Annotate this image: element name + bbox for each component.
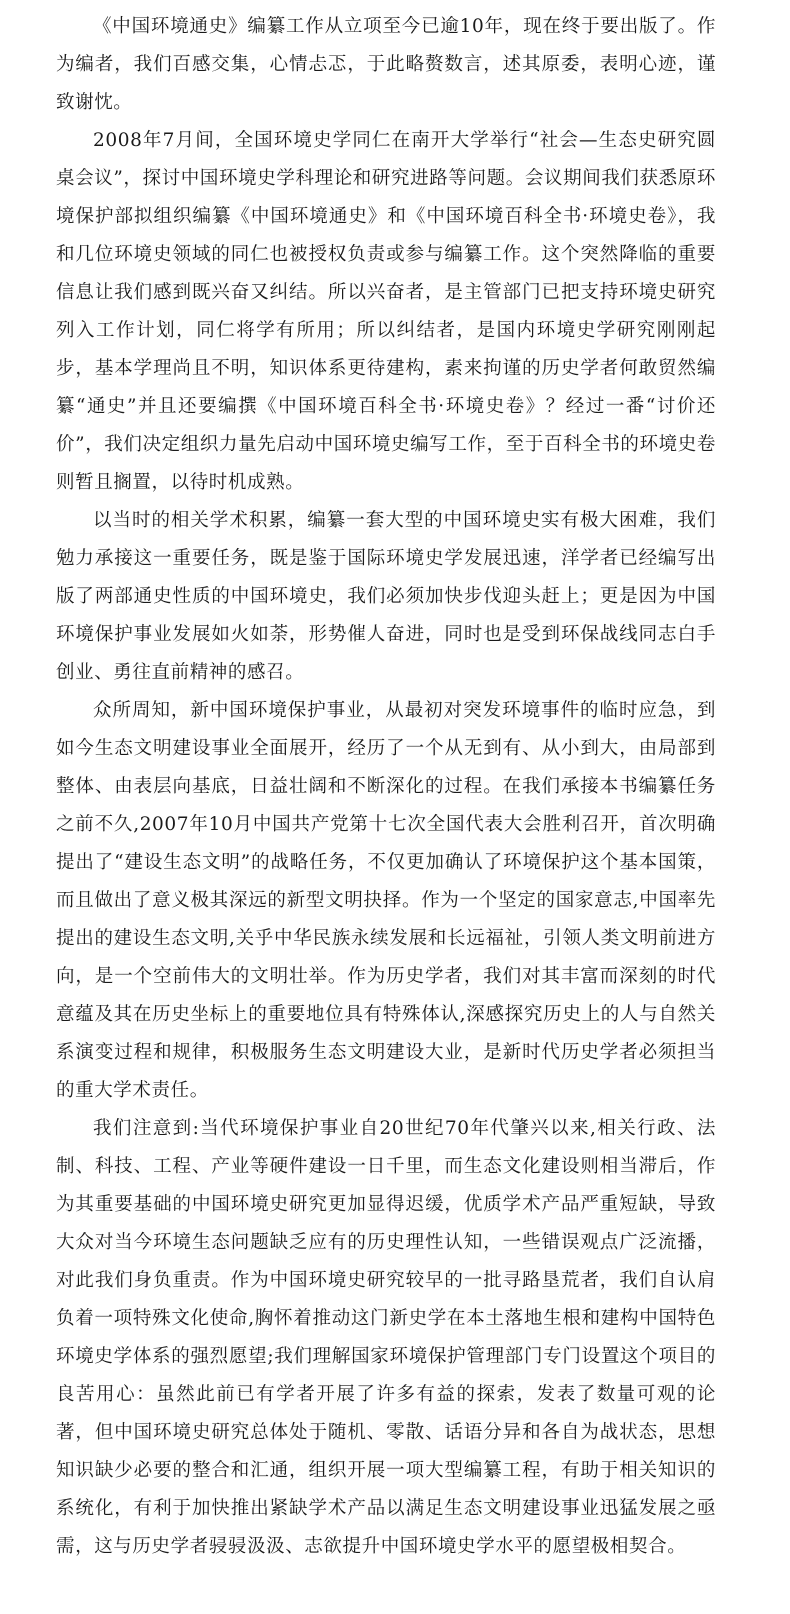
document-body — [56, 8, 716, 1566]
paragraph-4: 众所周知，新中国环境保护事业，从最初对突发环境事件的临时应急，到如今生态文明建设事业全面展开，经历了一个从无到有、从小到大，由局部到整体、由表层向基底，日益壮阔和不断深化的过程。在我们承接本书编纂任务之前不久,2007年10月中国共产党第十七次全国代表大会胜利召开，首次明确提出了“建设生态文明”的战略任务，不仅更加确认了环境保护这个基本国策，而且做出了意义极其深远的新型文明抉择。作为一个坚定的国家意志,中国率先提出的建设生态文明,关乎中华民族永续发展和长远福祉，引领人类文明前进方向，是一个空前伟大的文明壮举。作为历史学者，我们对其丰富而深刻的时代意蕴及其在历史坐标上的重要地位具有特殊体认,深感探究历史上的人与自然关系演变过程和规律，积极服务生态文明建设大业，是新时代历史学者必须担当的重大学术责任。 — [56, 700, 716, 1101]
paragraph-5: 我们注意到:当代环境保护事业自20世纪70年代肇兴以来,相关行政、法制、科技、工程、产业等硬件建设一日千里，而生态文化建设则相当滞后，作为其重要基础的中国环境史研究更加显得迟缓，优质学术产品严重短缺，导致大众对当今环境生态问题缺乏应有的历史理性认知，一些错误观点广泛流播，对此我们身负重责。作为中国环境史研究较早的一批寻路垦荒者，我们自认肩负着一项特殊文化使命,胸怀着推动这门新史学在本土落地生根和建构中国特色环境史学体系的强烈愿望;我们理解国家环境保护管理部门专门设置这个项目的良苦用心：虽然此前已有学者开展了许多有益的探索，发表了数量可观的论著，但中国环境史研究总体处于随机、零散、话语分异和各自为战状态，思想知识缺少必要的整合和汇通，组织开展一项大型编纂工程，有助于相关知识的系统化，有利于加快推出紧缺学术产品以满足生态文明建设事业迅猛发展之亟需，这与历史学者骎骎汲汲、志欲提升中国环境史学水平的愿望极相契合。 — [56, 1118, 716, 1557]
paragraph-1: 《中国环境通史》编纂工作从立项至今已逾10年，现在终于要出版了。作为编者，我们百感交集，心情忐忑，于此略赘数言，述其原委，表明心迹，谨致谢忱。 — [56, 16, 716, 113]
paragraph-2: 2008年7月间，全国环境史学同仁在南开大学举行“社会—生态史研究圆桌会议”，探讨中国环境史学科理论和研究进路等问题。会议期间我们获悉原环境保护部拟组织编纂《中国环境通史》和《中国环境百科全书·环境史卷》，我和几位环境史领域的同仁也被授权负责或参与编纂工作。这个突然降临的重要信息让我们感到既兴奋又纠结。所以兴奋者，是主管部门已把支持环境史研究列入工作计划，同仁将学有所用；所以纠结者，是国内环境史学研究刚刚起步，基本学理尚且不明，知识体系更待建构，素来拘谨的历史学者何敢贸然编纂“通史”并且还要编撰《中国环境百科全书·环境史卷》？经过一番“讨价还价”，我们决定组织力量先启动中国环境史编写工作，至于百科全书的环境史卷则暂且搁置，以待时机成熟。 — [56, 130, 716, 493]
paragraph-3: 以当时的相关学术积累，编纂一套大型的中国环境史实有极大困难，我们勉力承接这一重要任务，既是鉴于国际环境史学发展迅速，洋学者已经编写出版了两部通史性质的中国环境史，我们必须加快步伐迎头赶上；更是因为中国环境保护事业发展如火如荼，形势催人奋进，同时也是受到环保战线同志白手创业、勇往直前精神的感召。 — [56, 510, 716, 683]
